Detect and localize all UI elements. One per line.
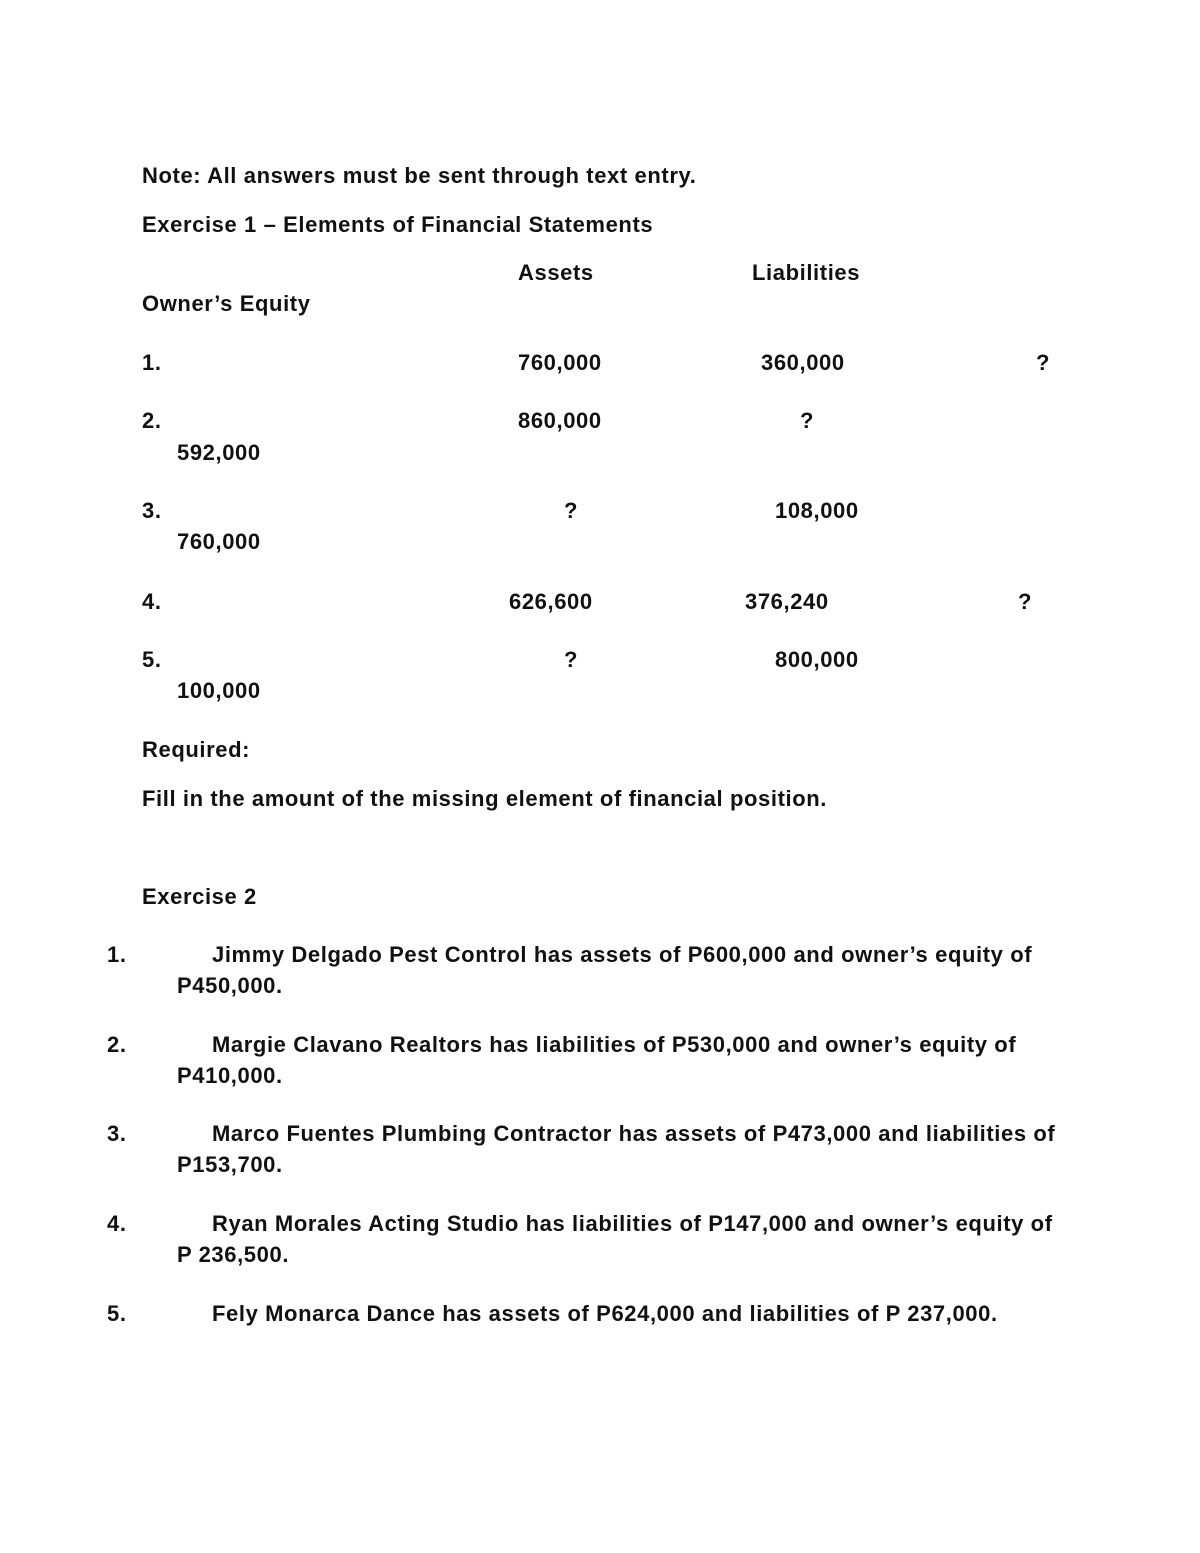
list-item [107,939,1062,1001]
row-number: 3. [142,498,162,523]
list-item [107,1298,1062,1329]
item-number: 1. [107,942,127,967]
liabilities-value: 800,000 [775,647,859,672]
list-item [107,1118,1062,1180]
note-text: Note: All answers must be sent through text entry. [142,163,697,188]
item-number: 2. [107,1032,127,1057]
assets-value: ? [564,647,579,672]
assets-value: 760,000 [518,350,602,375]
assets-value: ? [564,498,579,523]
exercise1-instruction: Fill in the amount of the missing element of financial position. [142,786,827,811]
item-text: Marco Fuentes Plumbing Contractor has assets of P473,000 and liabilities of P153,700. [177,1121,1056,1177]
equity-value: ? [1036,350,1051,375]
row-number: 5. [142,647,162,672]
equity-value: 100,000 [177,678,261,703]
liabilities-value: 360,000 [761,350,845,375]
required-label: Required: [142,737,251,762]
header-liabilities: Liabilities [752,260,861,285]
header-assets: Assets [518,260,594,285]
assets-value: 626,600 [509,589,593,614]
item-text: Jimmy Delgado Pest Control has assets of P600,000 and owner’s equity of P450,000. [177,942,1033,998]
equity-value: 592,000 [177,440,261,465]
equity-value: ? [1018,589,1033,614]
liabilities-value: 376,240 [745,589,829,614]
liabilities-value: 108,000 [775,498,859,523]
list-item [107,1208,1062,1270]
equity-value: 760,000 [177,529,261,554]
item-text: Fely Monarca Dance has assets of P624,000 and liabilities of P 237,000. [212,1301,998,1326]
row-number: 2. [142,408,162,433]
header-owners-equity: Owner’s Equity [142,291,311,316]
item-number: 5. [107,1301,127,1326]
row-number: 4. [142,589,162,614]
exercise2-title: Exercise 2 [142,884,257,909]
exercise1-title: Exercise 1 – Elements of Financial Statements [142,212,654,237]
item-number: 3. [107,1121,127,1146]
item-text: Margie Clavano Realtors has liabilities of P530,000 and owner’s equity of P410,000. [177,1032,1017,1088]
list-item [107,1029,1062,1091]
liabilities-value: ? [800,408,815,433]
row-number: 1. [142,350,162,375]
item-number: 4. [107,1211,127,1236]
assets-value: 860,000 [518,408,602,433]
item-text: Ryan Morales Acting Studio has liabilities of P147,000 and owner’s equity of P 236,500. [177,1211,1053,1267]
